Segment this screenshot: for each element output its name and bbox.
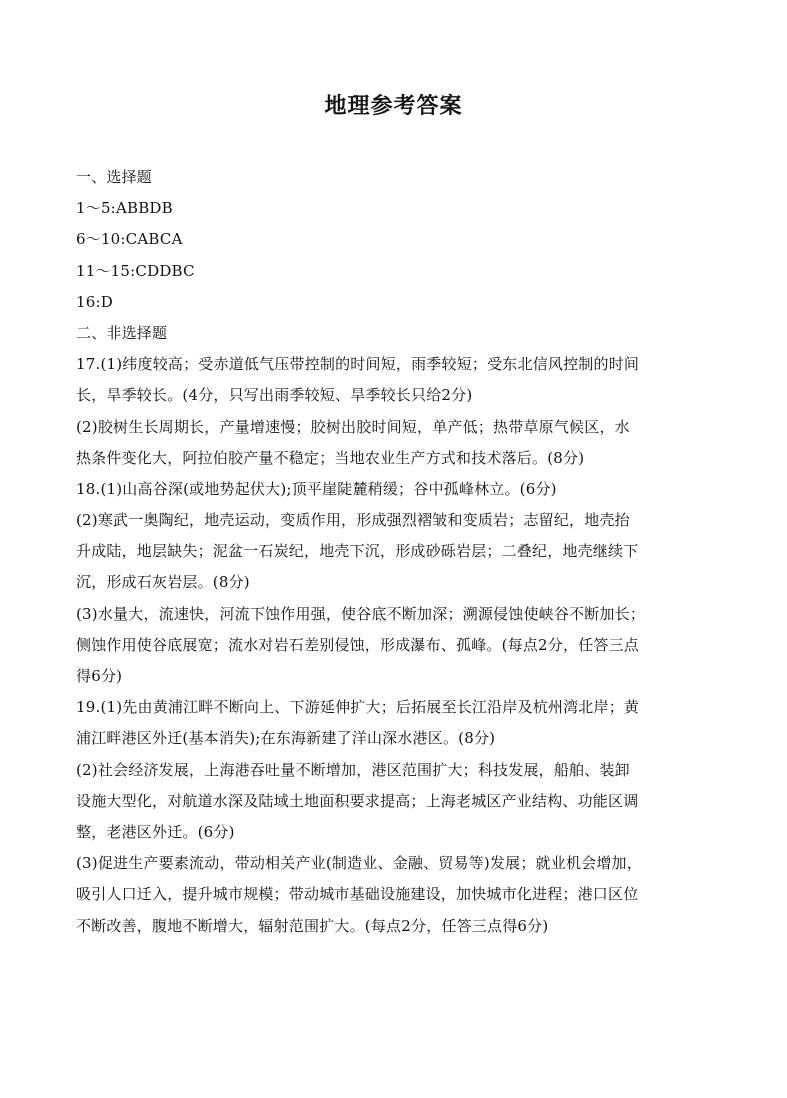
answer-line: 得6分) bbox=[76, 667, 123, 685]
answer-line: 沉，形成石灰岩层。(8分) bbox=[76, 573, 250, 592]
answer-line: 侧蚀作用使谷底展宽；流水对岩石差别侵蚀，形成瀑布、孤峰。(每点2分，任答三点 bbox=[76, 635, 639, 654]
answer-line: (2)寒武一奥陶纪，地壳运动，变质作用，形成强烈褶皱和变质岩；志留纪，地壳抬 bbox=[76, 511, 630, 530]
choice-answers-11-15: 11～15:CDDBC bbox=[76, 261, 195, 280]
answer-line: 吸引人口迁入，提升城市规模；带动城市基础设施建设，加快城市化进程；港口区位 bbox=[76, 885, 639, 904]
answer-line: 设施大型化，对航道水深及陆域土地面积要求提高；上海老城区产业结构、功能区调 bbox=[76, 791, 639, 810]
answer-line: 整，老港区外迁。(6分) bbox=[76, 822, 235, 841]
answer-line: 17.(1)纬度较高；受赤道低气压带控制的时间短，雨季较短；受东北信风控制的时间 bbox=[76, 355, 640, 374]
answer-line: (2)社会经济发展，上海港吞吐量不断增加，港区范围扩大；科技发展，船舶、装卸 bbox=[76, 760, 630, 779]
section-heading-nonchoice: 二、非选择题 bbox=[76, 323, 168, 342]
page-title: 地理参考答案 bbox=[324, 94, 463, 119]
answer-line: 19.(1)先由黄浦江畔不断向上、下游延伸扩大；后拓展至长江沿岸及杭州湾北岸；黄 bbox=[76, 698, 640, 717]
answer-19-3 bbox=[76, 848, 672, 942]
answer-line: 18.(1)山高谷深(或地势起伏大);顶平崖陡麓稍缓；谷中孤峰林立。(6分) bbox=[76, 479, 557, 498]
answer-line: 长，旱季较长。(4分，只写出雨季较短、旱季较长只给2分) bbox=[76, 386, 473, 405]
answer-line: 浦江畔港区外迁(基本消失);在东海新建了洋山深水港区。(8分) bbox=[76, 729, 496, 748]
answer-line: 热条件变化大，阿拉伯胶产量不稳定；当地农业生产方式和技术落后。(8分) bbox=[76, 448, 585, 467]
choice-answers-1-5: 1～5:ABBDB bbox=[76, 199, 173, 218]
answer-line: (2)胶树生长周期长，产量增速慢；胶树出胶时间短，单产低；热带草原气候区，水 bbox=[76, 417, 630, 436]
answer-18-3 bbox=[76, 599, 672, 693]
answer-content bbox=[76, 162, 672, 942]
answer-17-2 bbox=[76, 412, 672, 474]
answer-line: (3)水量大，流速快，河流下蚀作用强，使谷底不断加深；溯源侵蚀使峡谷不断加长； bbox=[76, 604, 646, 623]
answer-line: (3)促进生产要素流动，带动相关产业(制造业、金融、贸易等)发展；就业机会增加， bbox=[76, 854, 642, 873]
answer-19-1 bbox=[76, 692, 672, 754]
answer-17-1 bbox=[76, 349, 672, 411]
answer-line: 不断改善，腹地不断增大，辐射范围扩大。(每点2分，任答三点得6分) bbox=[76, 916, 549, 935]
answer-18-1 bbox=[76, 474, 672, 505]
answer-18-2 bbox=[76, 505, 672, 599]
section-heading-choice: 一、选择题 bbox=[76, 168, 153, 186]
answer-line: 升成陆，地层缺失；泥盆一石炭纪，地壳下沉，形成砂砾岩层；二叠纪，地壳继续下 bbox=[76, 542, 639, 561]
choice-answers-6-10: 6～10:CABCA bbox=[76, 230, 183, 249]
answer-19-2 bbox=[76, 755, 672, 849]
choice-answers-16: 16:D bbox=[76, 292, 113, 311]
